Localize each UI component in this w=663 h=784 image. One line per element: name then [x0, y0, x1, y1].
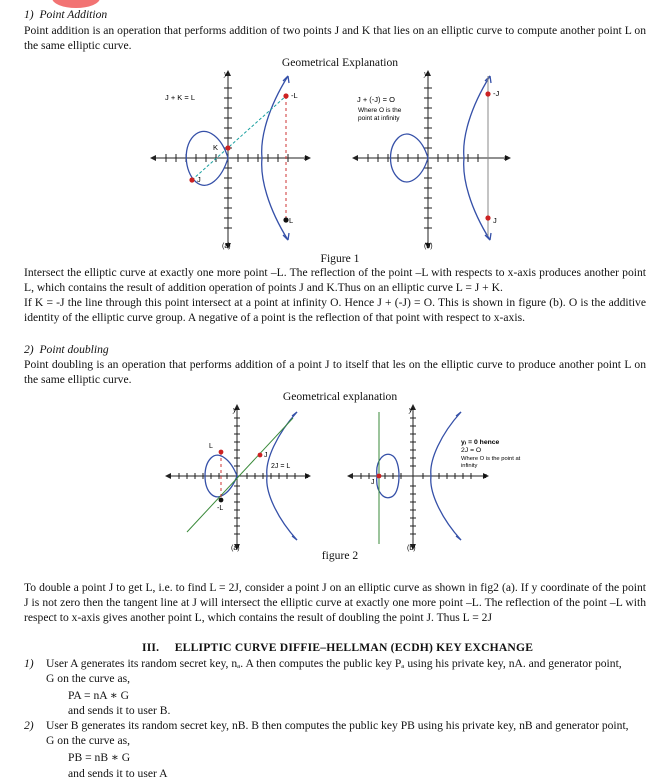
section3-numeral: III. — [142, 641, 160, 654]
item1-equation: PA = nA ∗ G — [68, 689, 130, 702]
fig1b-note1: Where O is the — [358, 107, 402, 114]
fig1a-secant — [192, 96, 286, 180]
figure1-title: Geometrical Explanation — [281, 56, 399, 69]
figure2-title: Geometrical explanation — [282, 390, 398, 403]
fig2a-label-J: J — [264, 452, 268, 459]
item2-num: 2) — [24, 719, 34, 732]
fig1b-eq: J + (-J) = O — [357, 95, 395, 104]
item2-line2: G on the curve as, — [46, 734, 131, 747]
section2-intro: Point doubling is an operation that performs addition of a point J to itself that les on the elliptic curve to produce another point L on the same elliptic curve. — [24, 358, 646, 386]
fig2a-eq: 2J = L — [271, 463, 291, 470]
section1-intro: Point addition is an operation that performs addition of two points J and K that lies on an elliptic curve to compute another point L on the same elliptic curve. — [24, 24, 646, 52]
fig2a-tag: (a) — [231, 545, 240, 552]
fig1a-label-L: L — [289, 216, 294, 225]
fig2b-y-label: y — [409, 407, 413, 414]
section3-title: ELLIPTIC CURVE DIFFIE–HELLMAN (ECDH) KEY EXCHANGE — [174, 641, 534, 654]
fig2b-tag: (b) — [407, 545, 416, 552]
fig2b-x-label: x — [483, 473, 487, 480]
fig1b-tag: (b) — [424, 243, 433, 250]
fig2a-label-mL: -L — [217, 505, 224, 512]
section1-heading-text: Point Addition — [39, 8, 108, 21]
item1-line1: User A generates its random secret key, nₐ. A then computes the public key Pₐ using his private key, nA. and generator point, — [46, 657, 622, 670]
fig1a-x-label: x — [304, 155, 308, 162]
fig1a-tag: (a) — [222, 243, 231, 250]
fig1a-eq: J + K = L — [165, 93, 196, 102]
fig2a-label-L: L — [209, 443, 213, 450]
fig1a-label-J: J — [197, 175, 201, 184]
fig1a-label-mL: -L — [291, 91, 298, 100]
fig1b-label-J: J — [493, 216, 497, 225]
fig1b-y-label: y — [424, 71, 428, 78]
fig1b-label-mJ: -J — [493, 89, 500, 98]
fig1a-y-label: y — [224, 71, 228, 78]
figure2-caption: figure 2 — [321, 549, 359, 562]
figure1-diagram — [150, 68, 530, 252]
fig2a-y-label: y — [233, 407, 237, 414]
fig2b-note1: Where O is the point at — [461, 456, 521, 462]
section2-body: To double a point J to get L, i.e. to find L = 2J, consider a point J on an elliptic curve as shown in fig2 (a). If y coordinate of the point J is not zero then the tangent line at J will intersect the elliptic curve at exactly one more point –L. The reflection of the point –L with respect to x-axis gives another point L, which contains the result of doubling the point J. Thus L = 2J — [24, 581, 646, 624]
item1-tail: and sends it to user B. — [68, 704, 171, 717]
fig2b-note2: infinity — [461, 463, 478, 469]
fig2a-x-label: x — [305, 473, 309, 480]
item1-line2: G on the curve as, — [46, 672, 131, 685]
fig2b-eq1: yⱼ = 0 hence — [461, 439, 500, 446]
section2-heading-text: Point doubling — [39, 343, 109, 356]
item2-tail: and sends it to user A — [68, 767, 168, 780]
fig1a-label-K: K — [213, 143, 219, 152]
section1-body2: If K = -J the line through this point intersect at a point at infinity O. Hence J + (-J) = O. This is shown in figure (b). O is the additive identity of the elliptic curve group. A negative of a point is the reflection of that point with respect to x-axis. — [24, 296, 646, 324]
item2-line1: User B generates its random secret key, nB. B then computes the public key PB using his private key, nB and generator point, — [46, 719, 629, 732]
section1-body1: Intersect the elliptic curve at exactly one more point –L. The reflection of the point –L with respects to x-axis produces another point L, which contains the result of addition operation of points J and K.Thus on an elliptic curve L = J + K. — [24, 266, 646, 294]
fig2b-eq2: 2J = O — [461, 447, 482, 454]
section1-heading-num: 1) — [24, 8, 34, 21]
figure2-diagram — [165, 404, 521, 552]
section3-heading — [142, 640, 533, 655]
item1-num: 1) — [24, 657, 34, 670]
fig1b-x-label: x — [504, 155, 508, 162]
item2-equation: PB = nB ∗ G — [68, 751, 131, 764]
section2-heading — [24, 342, 109, 357]
figure1-caption: Figure 1 — [320, 252, 360, 265]
section1-heading — [24, 7, 107, 22]
fig2b-label-J: J — [371, 479, 375, 486]
fig1b-note2: point at infinity — [358, 115, 400, 122]
section2-heading-num: 2) — [24, 343, 34, 356]
